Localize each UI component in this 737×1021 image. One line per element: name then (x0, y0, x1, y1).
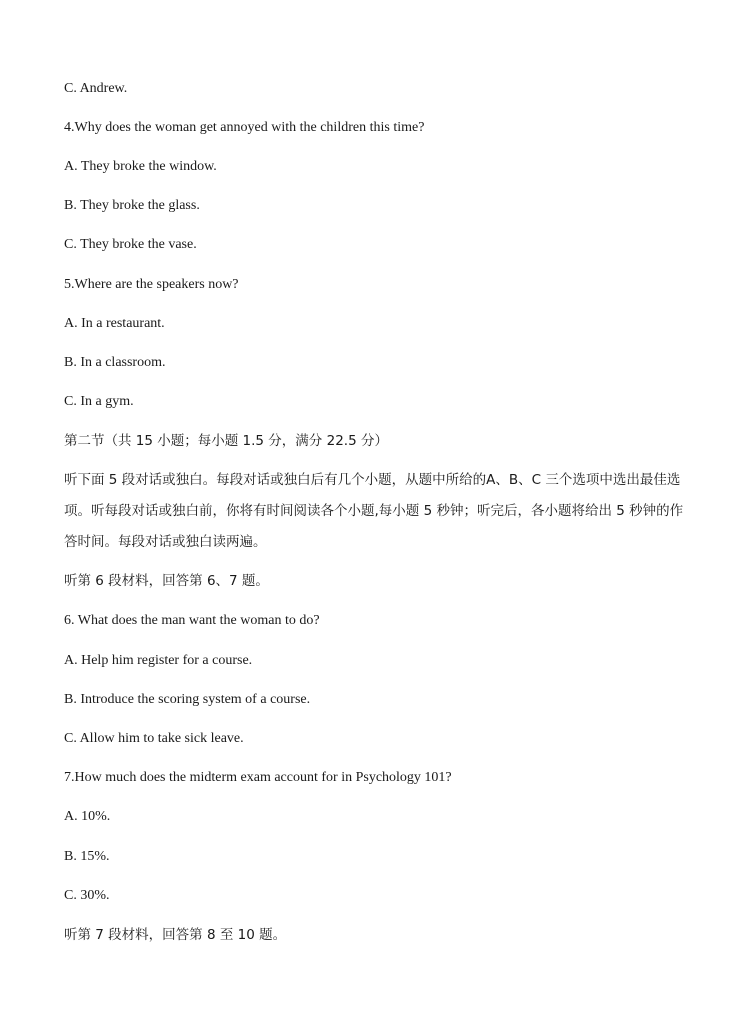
option-q7-b: B. 15%. (64, 849, 110, 864)
option-q5-b: B. In a classroom. (64, 355, 166, 370)
option-q7-c: C. 30%. (64, 888, 110, 903)
option-q6-a: A. Help him register for a course. (64, 653, 253, 668)
option-q4-c: C. They broke the vase. (64, 237, 197, 252)
question-5: 5.Where are the speakers now? (64, 277, 239, 292)
option-q4-a: A. They broke the window. (64, 159, 217, 174)
option-q7-a: A. 10%. (64, 809, 111, 824)
option-q4-b: B. They broke the glass. (64, 198, 200, 213)
question-4: 4.Why does the woman get annoyed with the children this time? (64, 120, 425, 135)
section-instructions: 听下面 5 段对话或独白。每段对话或独白后有几个小题，从题中所给的A、B、C 三个选项中选出最佳选项。听每段对话或独白前，你将有时间阅读各个小题,每小题 5 秒钟；听完后，各小题将给出 5 秒钟的作答时间。每段对话或独白读两遍。 (64, 472, 684, 550)
question-6: 6. What does the man want the woman to do? (64, 613, 320, 628)
option-q5-a: A. In a restaurant. (64, 316, 165, 331)
option-q6-b: B. Introduce the scoring system of a course. (64, 692, 311, 707)
option-q3-c: C. Andrew. (64, 81, 128, 96)
material-6-instruction: 听第 6 段材料，回答第 6、7 题。 (64, 573, 269, 589)
option-q5-c: C. In a gym. (64, 394, 134, 409)
material-7-instruction: 听第 7 段材料，回答第 8 至 10 题。 (64, 927, 287, 943)
option-q6-c: C. Allow him to take sick leave. (64, 731, 244, 746)
section-heading: 第二节（共 15 小题；每小题 1.5 分，满分 22.5 分） (64, 433, 388, 449)
question-7: 7.How much does the midterm exam account for in Psychology 101? (64, 770, 452, 785)
